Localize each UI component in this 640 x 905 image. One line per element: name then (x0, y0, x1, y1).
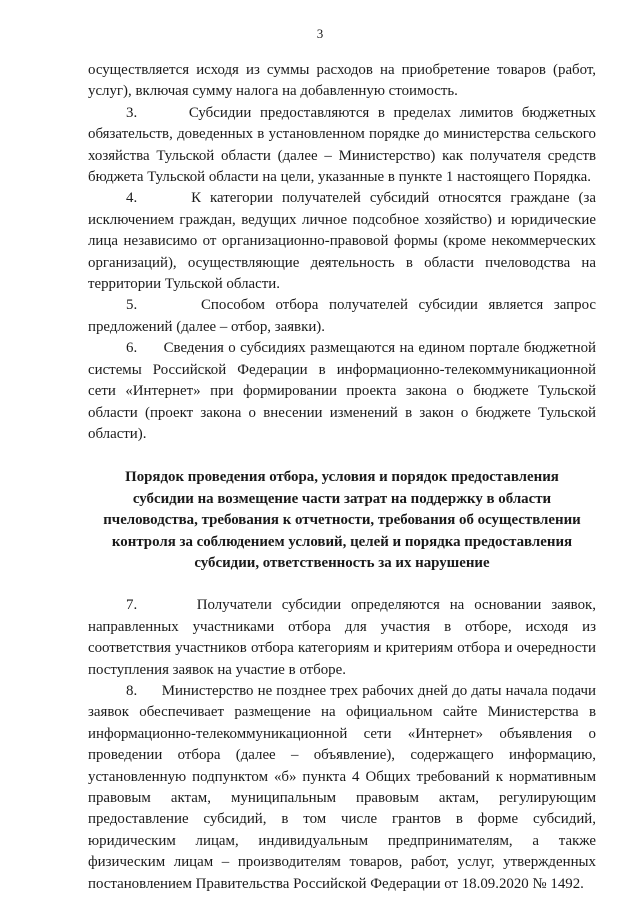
paragraph-item-5: 5. Способом отбора получателей субсидии является запрос предложений (далее – отбор, заявки). (88, 297, 596, 335)
paragraphs-top (88, 60, 596, 445)
paragraph-continuation: осуществляется исходя из суммы расходов на приобретение товаров (работ, услуг), включая сумму налога на добавленную стоимость. (88, 62, 596, 100)
paragraph-item-7: 7. Получатели субсидии определяются на основании заявок, направленных участниками отбора для участия в отборе, исходя из соответствия участников отбора категориям и критериям отбора и очередности поступления заявок на участие в отборе. (88, 597, 596, 678)
paragraphs-bottom (88, 595, 596, 895)
page-number: 3 (316, 26, 324, 41)
document-body (88, 60, 596, 895)
section-heading-line: субсидии, ответственность за их нарушение (194, 554, 490, 571)
paragraph-item-3: 3. Субсидии предоставляются в пределах лимитов бюджетных обязательств, доведенных в установленном порядке до министерства сельского хозяйства Тульской области (далее – Министерство) как получателя средств бюджета Тульской области на цели, указанные в пункте 1 настоящего Порядка. (88, 104, 596, 186)
section-heading-line: контроля за соблюдением условий, целей и порядка предоставления (111, 533, 573, 550)
section-heading (88, 466, 596, 574)
paragraph-item-6: 6. Сведения о субсидиях размещаются на едином портале бюджетной системы Российской Федерации в информационно-телекоммуникационной сети «Интернет» при формировании проекта закона о бюджете Тульской области (проект закона о внесении изменений в закон о бюджете Тульской области). (88, 340, 596, 442)
section-heading-line: субсидии на возмещение части затрат на поддержку в области (132, 490, 552, 507)
section-heading-line: Порядок проведения отбора, условия и порядок предоставления (125, 469, 559, 486)
paragraph-item-4: 4. К категории получателей субсидий относятся граждане (за исключением граждан, ведущих личное подсобное хозяйство) и юридические лица независимо от организационно-правовой формы (кроме некоммерческих организаций), осуществляющие деятельность в области пчеловодства на территории Тульской области. (88, 190, 596, 293)
section-heading-line: пчеловодства, требования к отчетности, требования об осуществлении (103, 512, 581, 529)
paragraph-item-8: 8. Министерство не позднее трех рабочих дней до даты начала подачи заявок обеспечивает размещение на официальном сайте Министерства в информационно-телекоммуникационной сети «Интернет» объявления о проведении отбора (далее – объявление), содержащего информацию, установленную подпунктом «б» пункта 4 Общих требований к нормативным правовым актам, муниципальным правовым актам, регулирующим предоставление субсидий, в том числе грантов в форме субсидий, юридическим лицам, индивидуальным предпринимателям, а также физическим лицам – производителям товаров, работ, услуг, утвержденных постановлением Правительства Российской Федерации от 18.09.2020 № 1492. (88, 682, 596, 892)
